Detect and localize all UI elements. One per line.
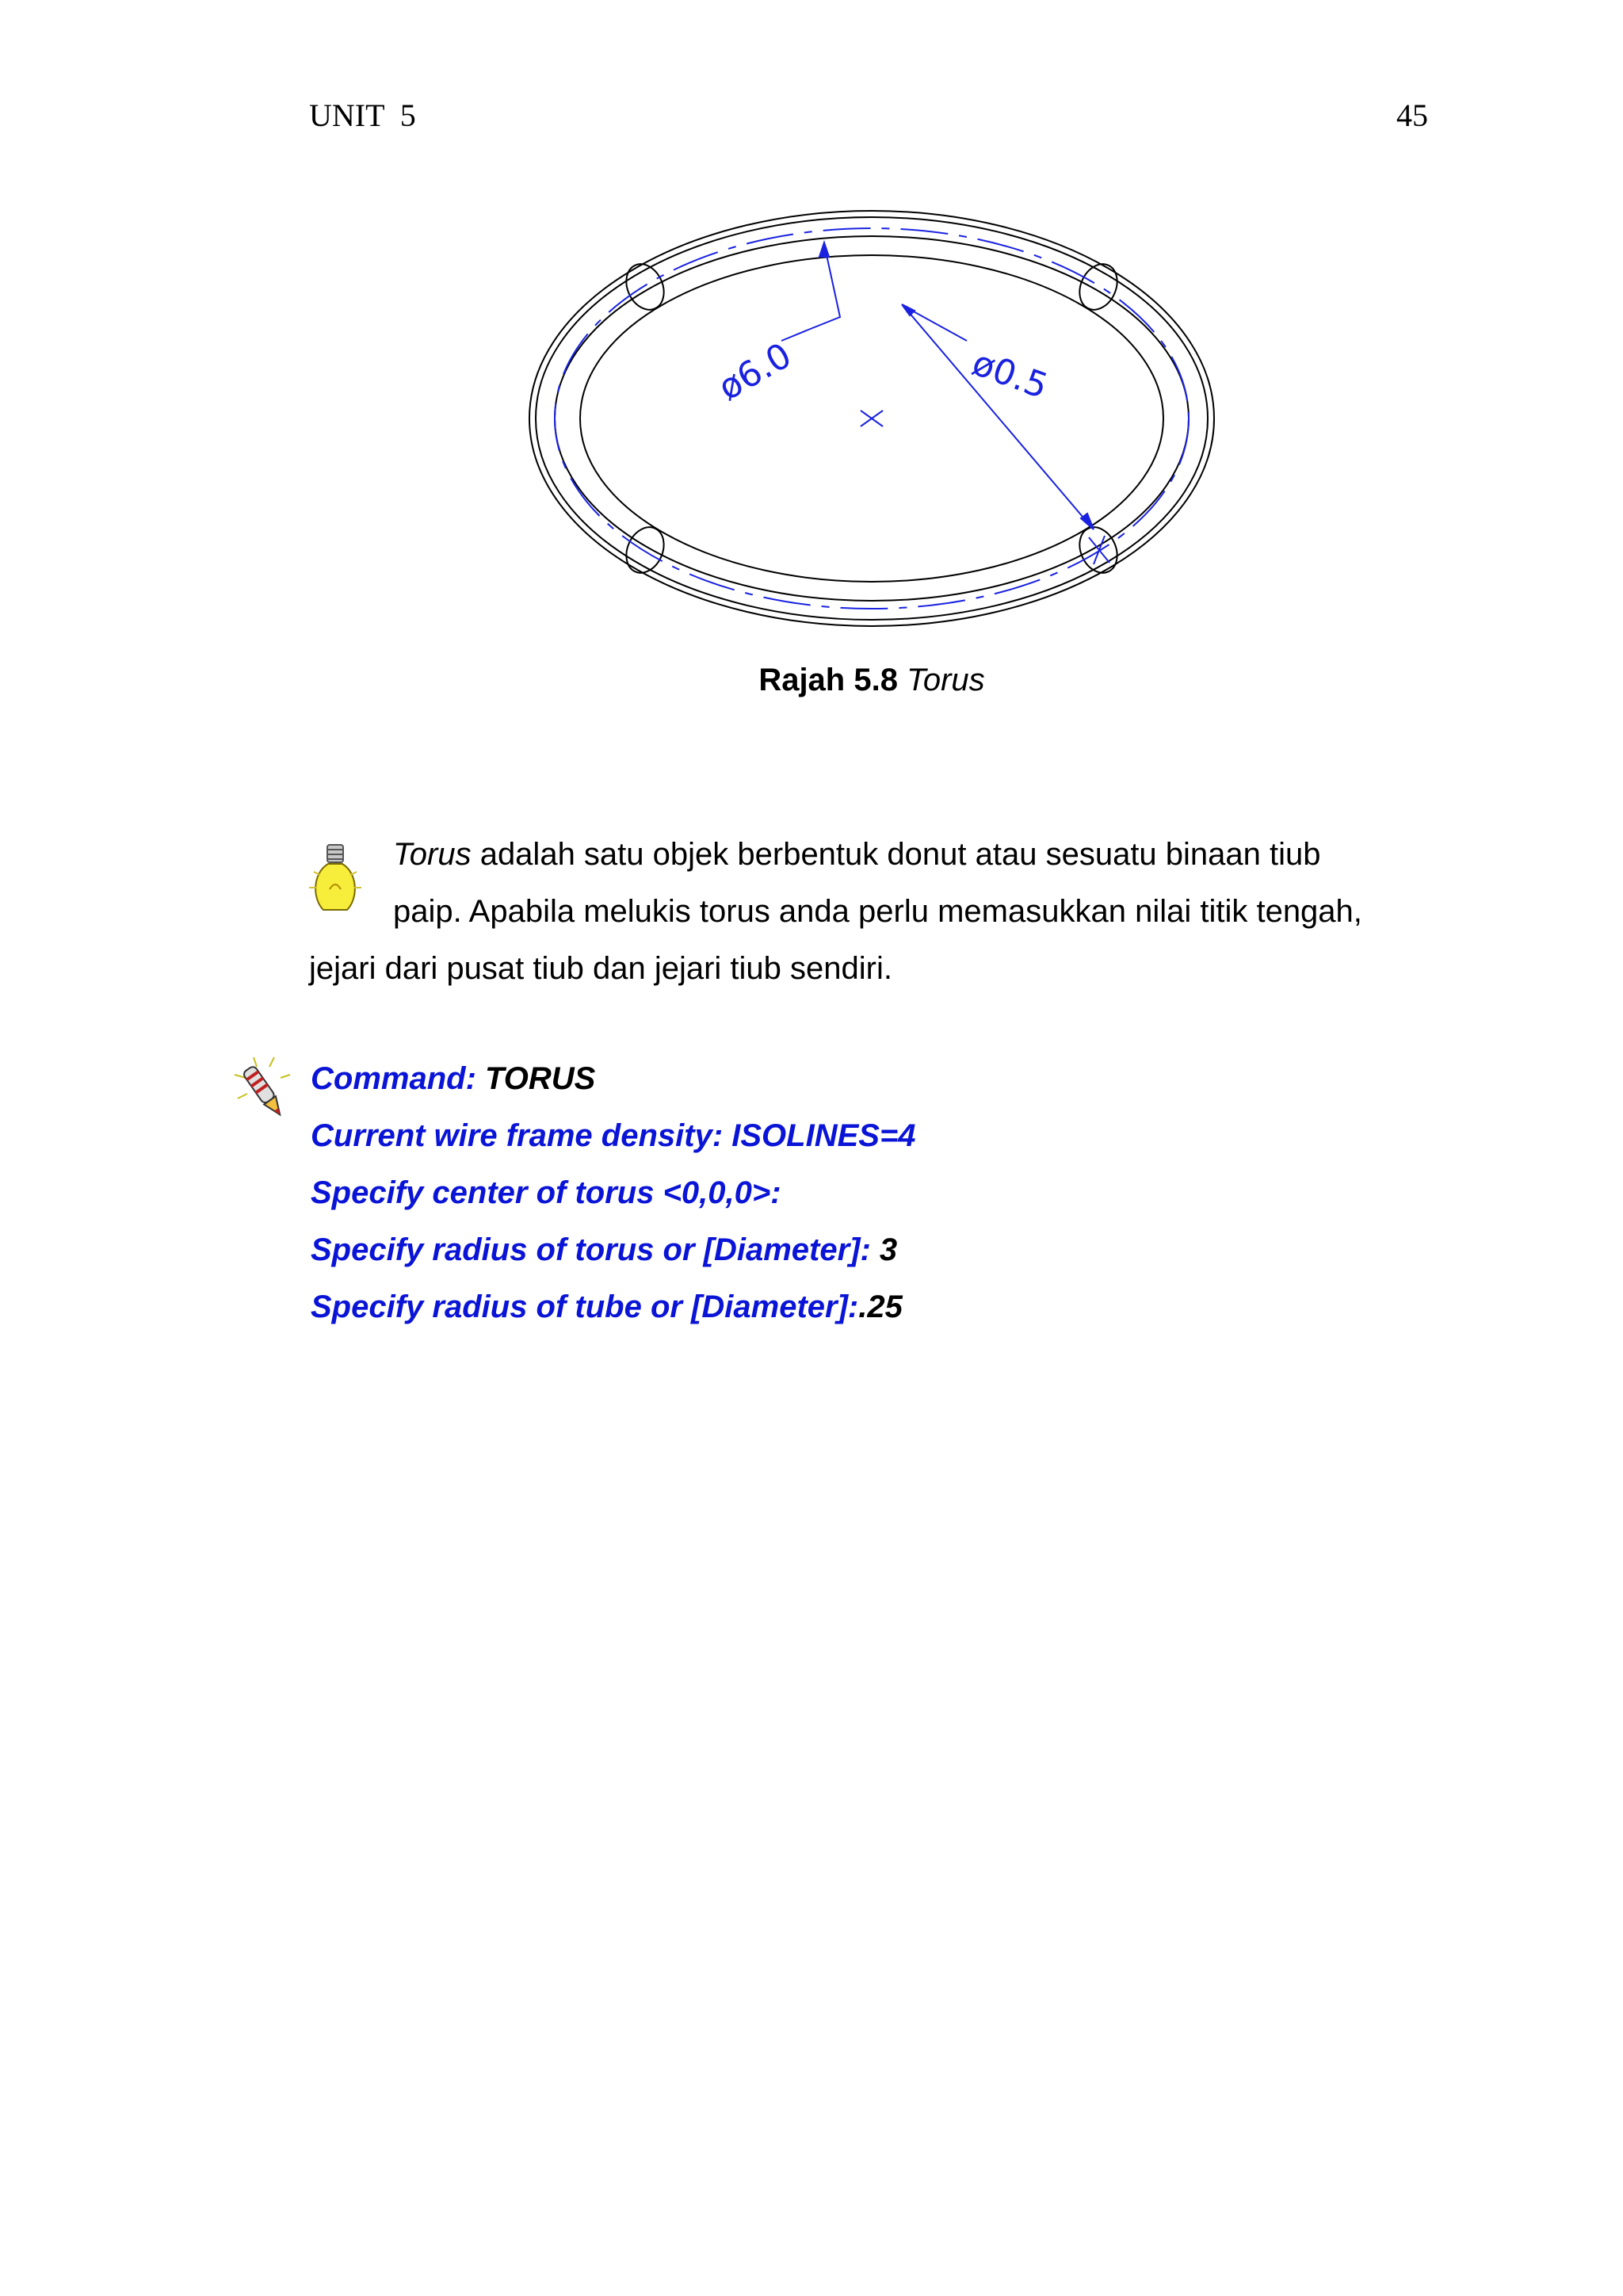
torus-drawing <box>515 204 1228 632</box>
command-line <box>311 1050 916 1107</box>
tube-section-top-right <box>1072 258 1124 316</box>
command-prompt: Specify radius of torus or [Diameter]: <box>311 1232 880 1267</box>
figure-name: Torus <box>907 663 985 697</box>
paragraph-term: Torus <box>393 837 472 872</box>
command-value: .25 <box>858 1289 903 1324</box>
command-prompt: Current wire frame density: ISOLINES=4 <box>311 1118 916 1153</box>
command-line <box>311 1164 916 1221</box>
pen-icon <box>230 1054 301 1133</box>
figure-caption <box>0 663 1623 698</box>
paragraph-line1: adalah satu objek berbentuk donut atau sesuatu binaan tiub <box>471 837 1321 872</box>
command-prompt: Command: <box>311 1061 485 1096</box>
command-listing <box>311 1050 916 1335</box>
minor-arrow-head <box>1081 514 1094 529</box>
major-arrow <box>819 243 829 257</box>
command-line <box>311 1221 916 1278</box>
tube-crosshair-2 <box>1094 536 1105 564</box>
command-prompt: Specify radius of tube or [Diameter]: <box>311 1289 859 1324</box>
command-value: TORUS <box>485 1061 596 1096</box>
figure-number: Rajah 5.8 <box>758 663 898 697</box>
tube-section-top-left <box>619 258 670 316</box>
tube-section-bottom-left <box>619 521 670 579</box>
paragraph-line2: paip. Apabila melukis torus anda perlu memasukkan nilai titik tengah, <box>393 894 1362 929</box>
page-number: 45 <box>1396 97 1428 133</box>
body-paragraph <box>309 826 1428 997</box>
command-prompt: Specify center of torus <0,0,0>: <box>311 1175 781 1210</box>
minor-leader <box>903 306 1092 528</box>
dimension-major: ø6.0 <box>712 334 799 409</box>
command-value: 3 <box>879 1232 898 1267</box>
unit-label: UNIT 5 <box>309 97 416 133</box>
page-header <box>309 97 1428 134</box>
dimension-minor: ø0.5 <box>967 342 1053 407</box>
paragraph-line3: jejari dari pusat tiub dan jejari tiub sendiri. <box>309 951 892 986</box>
minor-arrow-tail <box>902 304 915 315</box>
command-line <box>311 1107 916 1164</box>
command-line <box>311 1278 916 1335</box>
